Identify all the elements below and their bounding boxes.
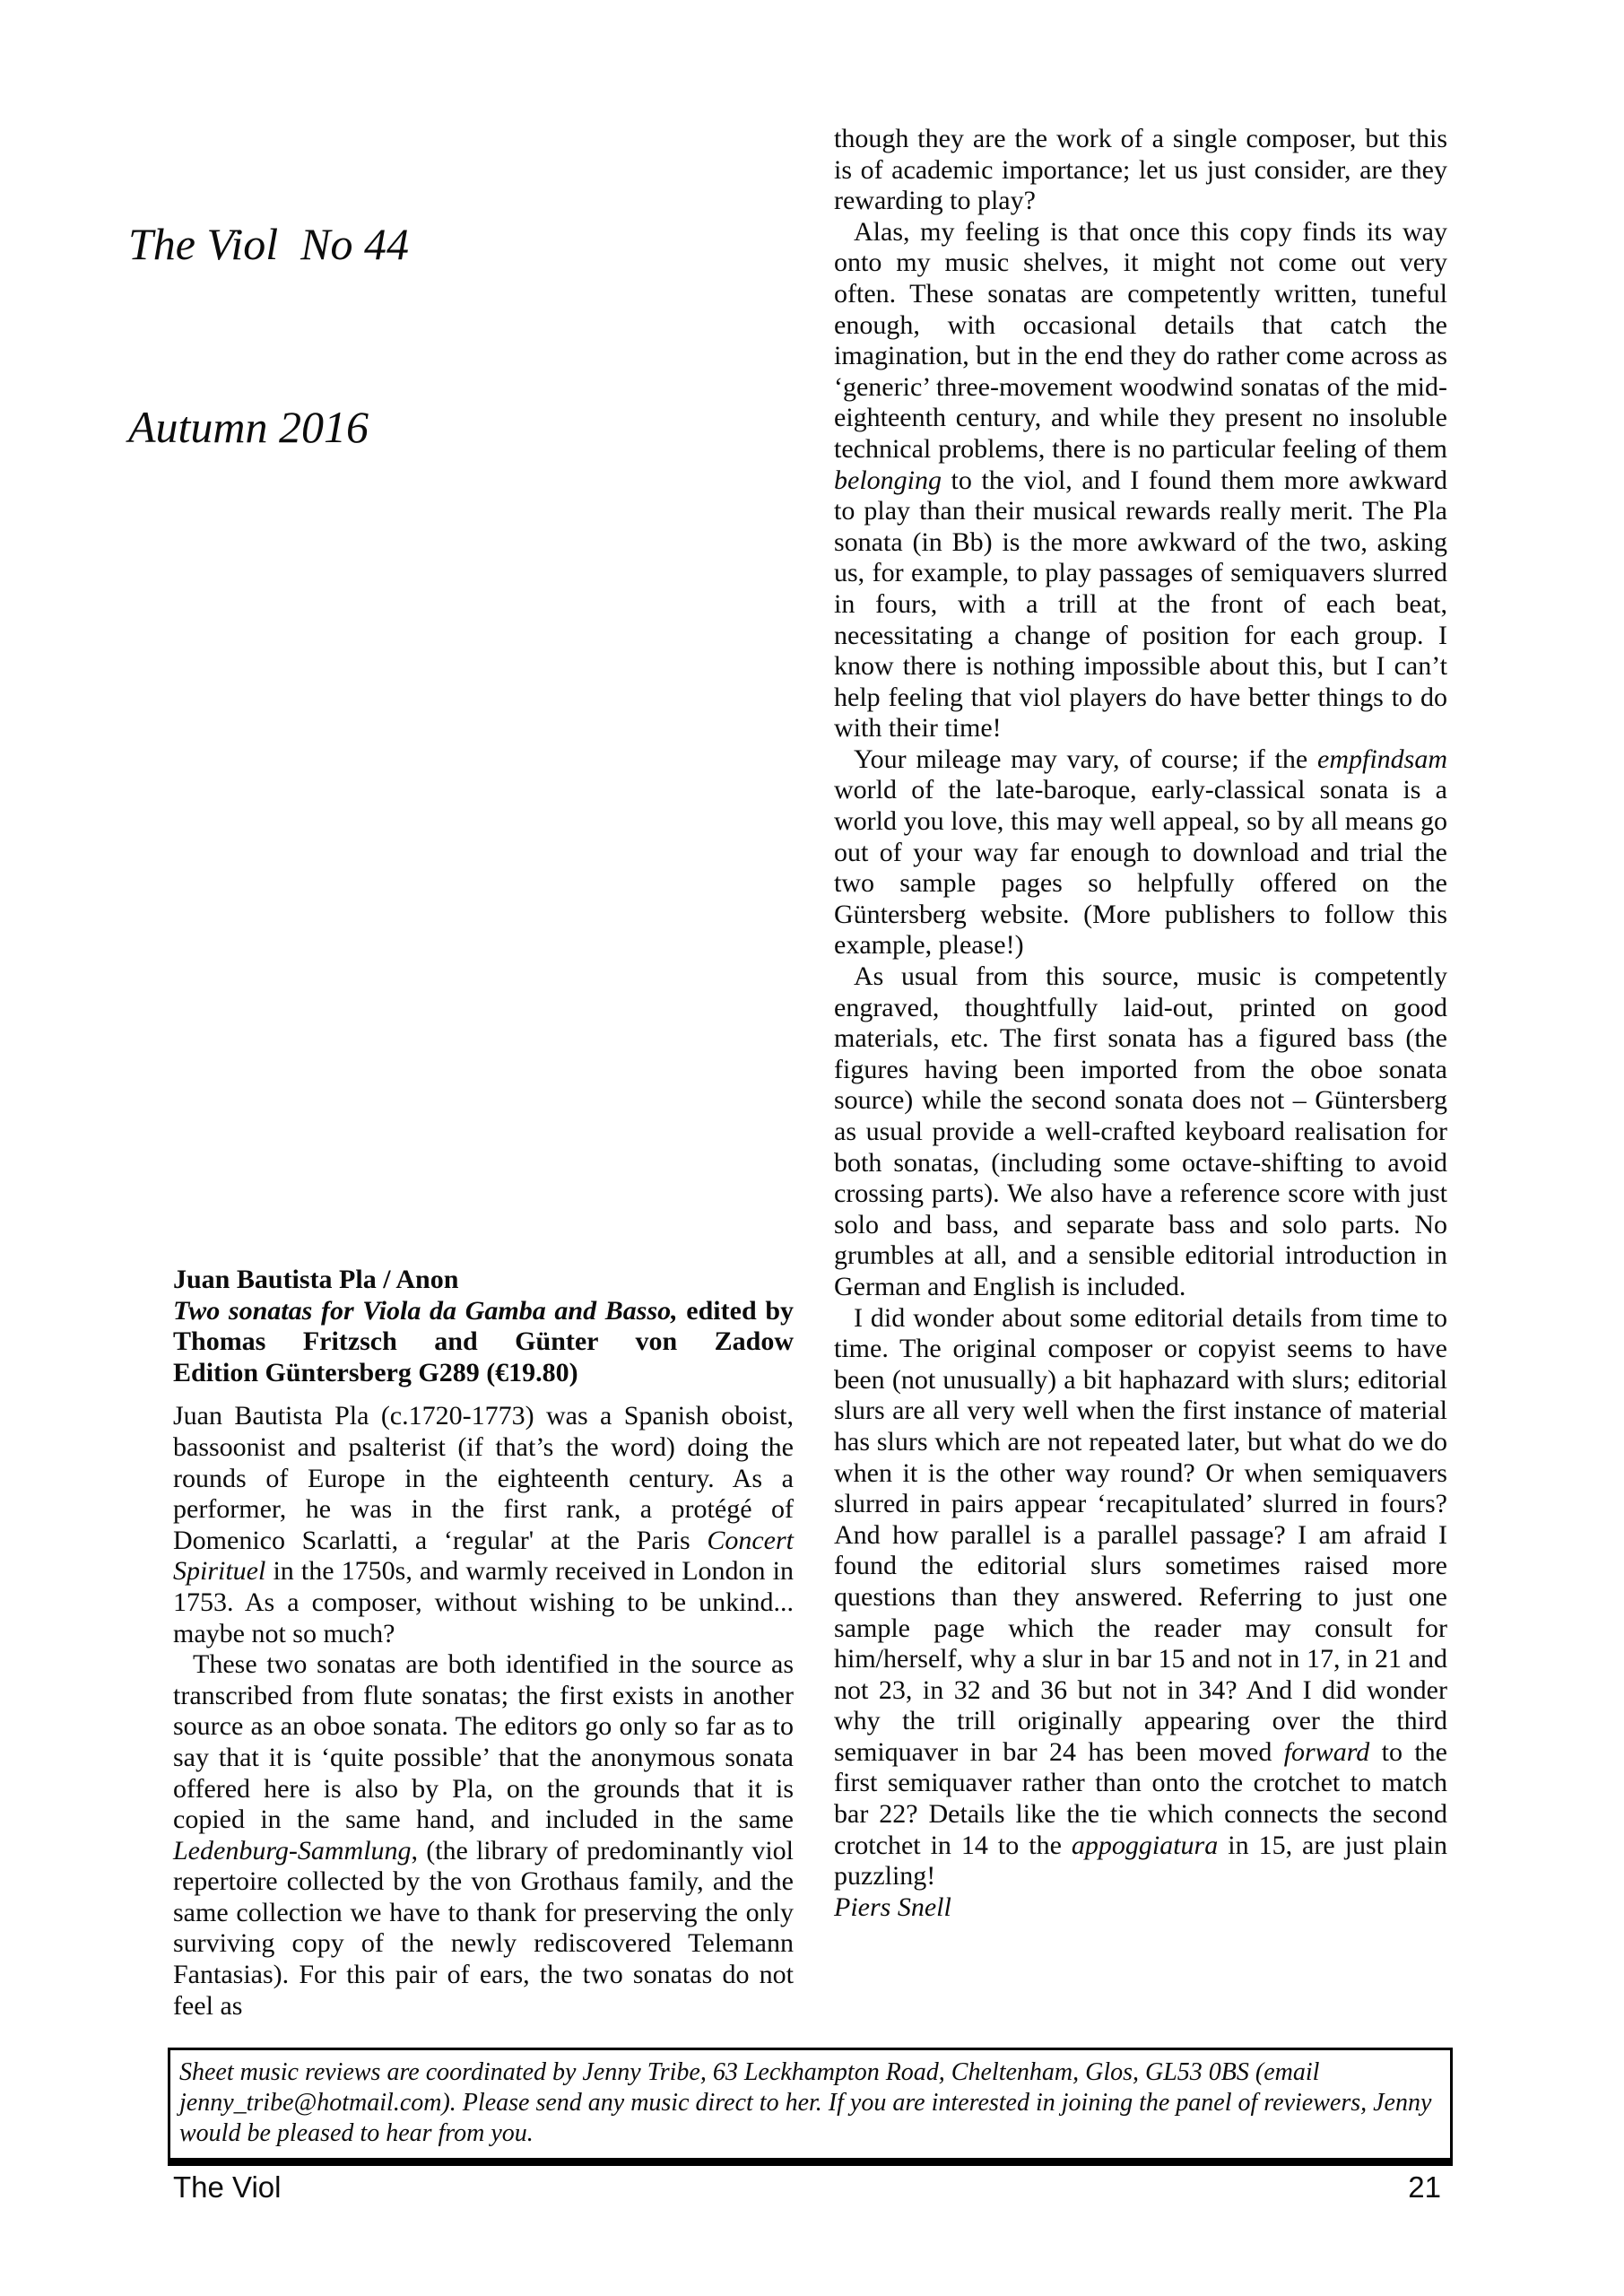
review-heading <box>173 1265 794 1388</box>
text-run: to the first semiquaver rather than onto the crotchet to match bar 22? Details like the tie which connects the second crotchet in 14 to the <box>834 1736 1447 1860</box>
text-run: world of the late-baroque, early-classical sonata is a world you love, this may well appeal, so by all means go out of your way far enough to download and trial the two sample pages so helpfully offered on the Güntersberg website. (More publishers to follow this example, please!) <box>834 775 1447 961</box>
left-column <box>173 1265 794 2022</box>
page-footer <box>173 2170 1441 2205</box>
text-run: belonging <box>834 465 942 495</box>
text-run: forward <box>1283 1736 1370 1767</box>
text-run: Alas, my feeling is that once this copy finds its way onto my music shelves, it might not come out very often. These sonatas are competently written, tuneful enough, with occasional details that catch the imagination, but in the end they do rather come across as ‘generic’ three-movement woodwind sonatas of the mid-eighteenth century, and while they present no insoluble technical problems, there is no particular feeling of them <box>834 216 1447 464</box>
masthead-line2: Autumn 2016 <box>128 402 369 452</box>
paragraph <box>173 1401 794 1649</box>
text-run: though they are the work of a single composer, but this is of academic importance; let us just consider, are they rewarding to play? <box>834 124 1447 216</box>
text-run: As usual from this source, music is competently engraved, thoughtfully laid-out, printed on good materials, etc. The first sonata has a figured bass (the figures having been imported from the oboe sonata source) while the second sonata does not – Güntersberg as usual provide a well-crafted keyboard realisation for both sonatas, (including some octave-shifting to avoid crossing parts). We also have a reference score with just solo and bass, and separate bass and solo parts. No grumbles at all, and a sensible editorial introduction in German and English is included. <box>834 961 1447 1301</box>
text-run: appoggiatura <box>1071 1830 1219 1860</box>
masthead-line1: The Viol No 44 <box>128 219 409 269</box>
footer-page-number: 21 <box>1408 2170 1441 2204</box>
footer-journal-name: The Viol <box>173 2170 282 2204</box>
text-run: , (the library of predominantly viol repertoire collected by the von Grothaus family, and the same collection we have to thank for preserving the only surviving copy of the newly rediscovered Telemann Fantasias). For this pair of ears, the two sonatas do not feel as <box>173 1835 794 2021</box>
paragraph <box>834 961 1447 1303</box>
text-run: in the 1750s, and warmly received in London in 1753. As a composer, without wishing to be unkind... maybe not so much? <box>173 1556 794 1648</box>
text-run: I did wonder about some editorial details from time to time. The original composer or copyist seems to have been (not unusually) a bit haphazard with slurs; editorial slurs are all very well when the first instance of material has slurs which are not repeated later, but what do we do when it is the other way round? Or when semiquavers slurred in pairs appear ‘recapitulated’ slurred in fours? And how parallel is a parallel passage? I am afraid I found the editorial slurs sometimes raised more questions than they answered. Referring to just one sample page which the reader may consult for him/herself, why a slur in bar 15 and not in 17, in 21 and not 23, in 32 and 36 but not in 34? And I did wonder why the trill originally appearing over the third semiquaver in bar 24 has been moved <box>834 1302 1447 1767</box>
text-run: edited by Thomas Fritzsch and Günter von Zadow <box>173 1295 795 1357</box>
review-body-right <box>834 124 1447 1892</box>
reviewer-byline: Piers Snell <box>834 1892 951 1922</box>
issue-masthead <box>128 91 409 518</box>
paragraph <box>173 1649 794 2022</box>
text-run: Ledenburg-Sammlung <box>173 1835 412 1866</box>
paragraph <box>834 1303 1447 1892</box>
paragraph <box>834 124 1447 217</box>
review-body-left <box>173 1401 794 2022</box>
paragraph <box>834 744 1447 961</box>
right-column <box>834 124 1447 1923</box>
reviews-coordination-box <box>168 2048 1453 2166</box>
text-run: Your mileage may vary, of course; if the <box>854 744 1317 774</box>
text-run: to the viol, and I found them more awkward to play than their musical rewards really merit. The Pla sonata (in Bb) is the more awkward of the two, asking us, for example, to play passages of semiquavers slurred in fours, with a trill at the front of each beat, necessitating a change of position for each group. I know there is nothing impossible about this, but I can’t help feeling that viol players do have better things to do with their time! <box>834 465 1447 744</box>
review-title <box>173 1296 794 1389</box>
text-run: Juan Bautista Pla (c.1720-1773) was a Spanish oboist, bassoonist and psalterist (if that’s the word) doing the rounds of Europe in the eighteenth century. As a performer, he was in the first rank, a protégé of Domenico Scarlatti, a ‘regular' at the Paris <box>173 1401 794 1555</box>
reviews-coordination-text: Sheet music reviews are coordinated by Jenny Tribe, 63 Leckhampton Road, Cheltenham, Glos, GL53 0BS (email jenny_tribe@hotmail.com). Please send any music direct to her. If you are interested in joining the panel of reviewers, Jenny would be pleased to hear from you. <box>179 2058 1432 2147</box>
paragraph <box>834 217 1447 744</box>
text-run: Edition Güntersberg G289 (€19.80) <box>173 1357 578 1387</box>
text-run: These two sonatas are both identified in the source as transcribed from flute sonatas; the first exists in another source as an oboe sonata. The editors go only so far as to say that it is ‘quite possible’ that the anonymous sonata offered here is also by Pla, on the grounds that it is copied in the same hand, and included in the same <box>173 1649 794 1835</box>
review-artist: Juan Bautista Pla / Anon <box>173 1265 459 1294</box>
text-run: Concert Spirituel <box>173 1525 794 1587</box>
text-run: empfindsam <box>1317 744 1447 774</box>
paragraph <box>173 1296 794 1358</box>
paragraph <box>173 1358 794 1389</box>
text-run: Two sonatas for Viola da Gamba and Basso, <box>173 1295 678 1326</box>
text-run: in 15, are just plain puzzling! <box>834 1830 1447 1892</box>
